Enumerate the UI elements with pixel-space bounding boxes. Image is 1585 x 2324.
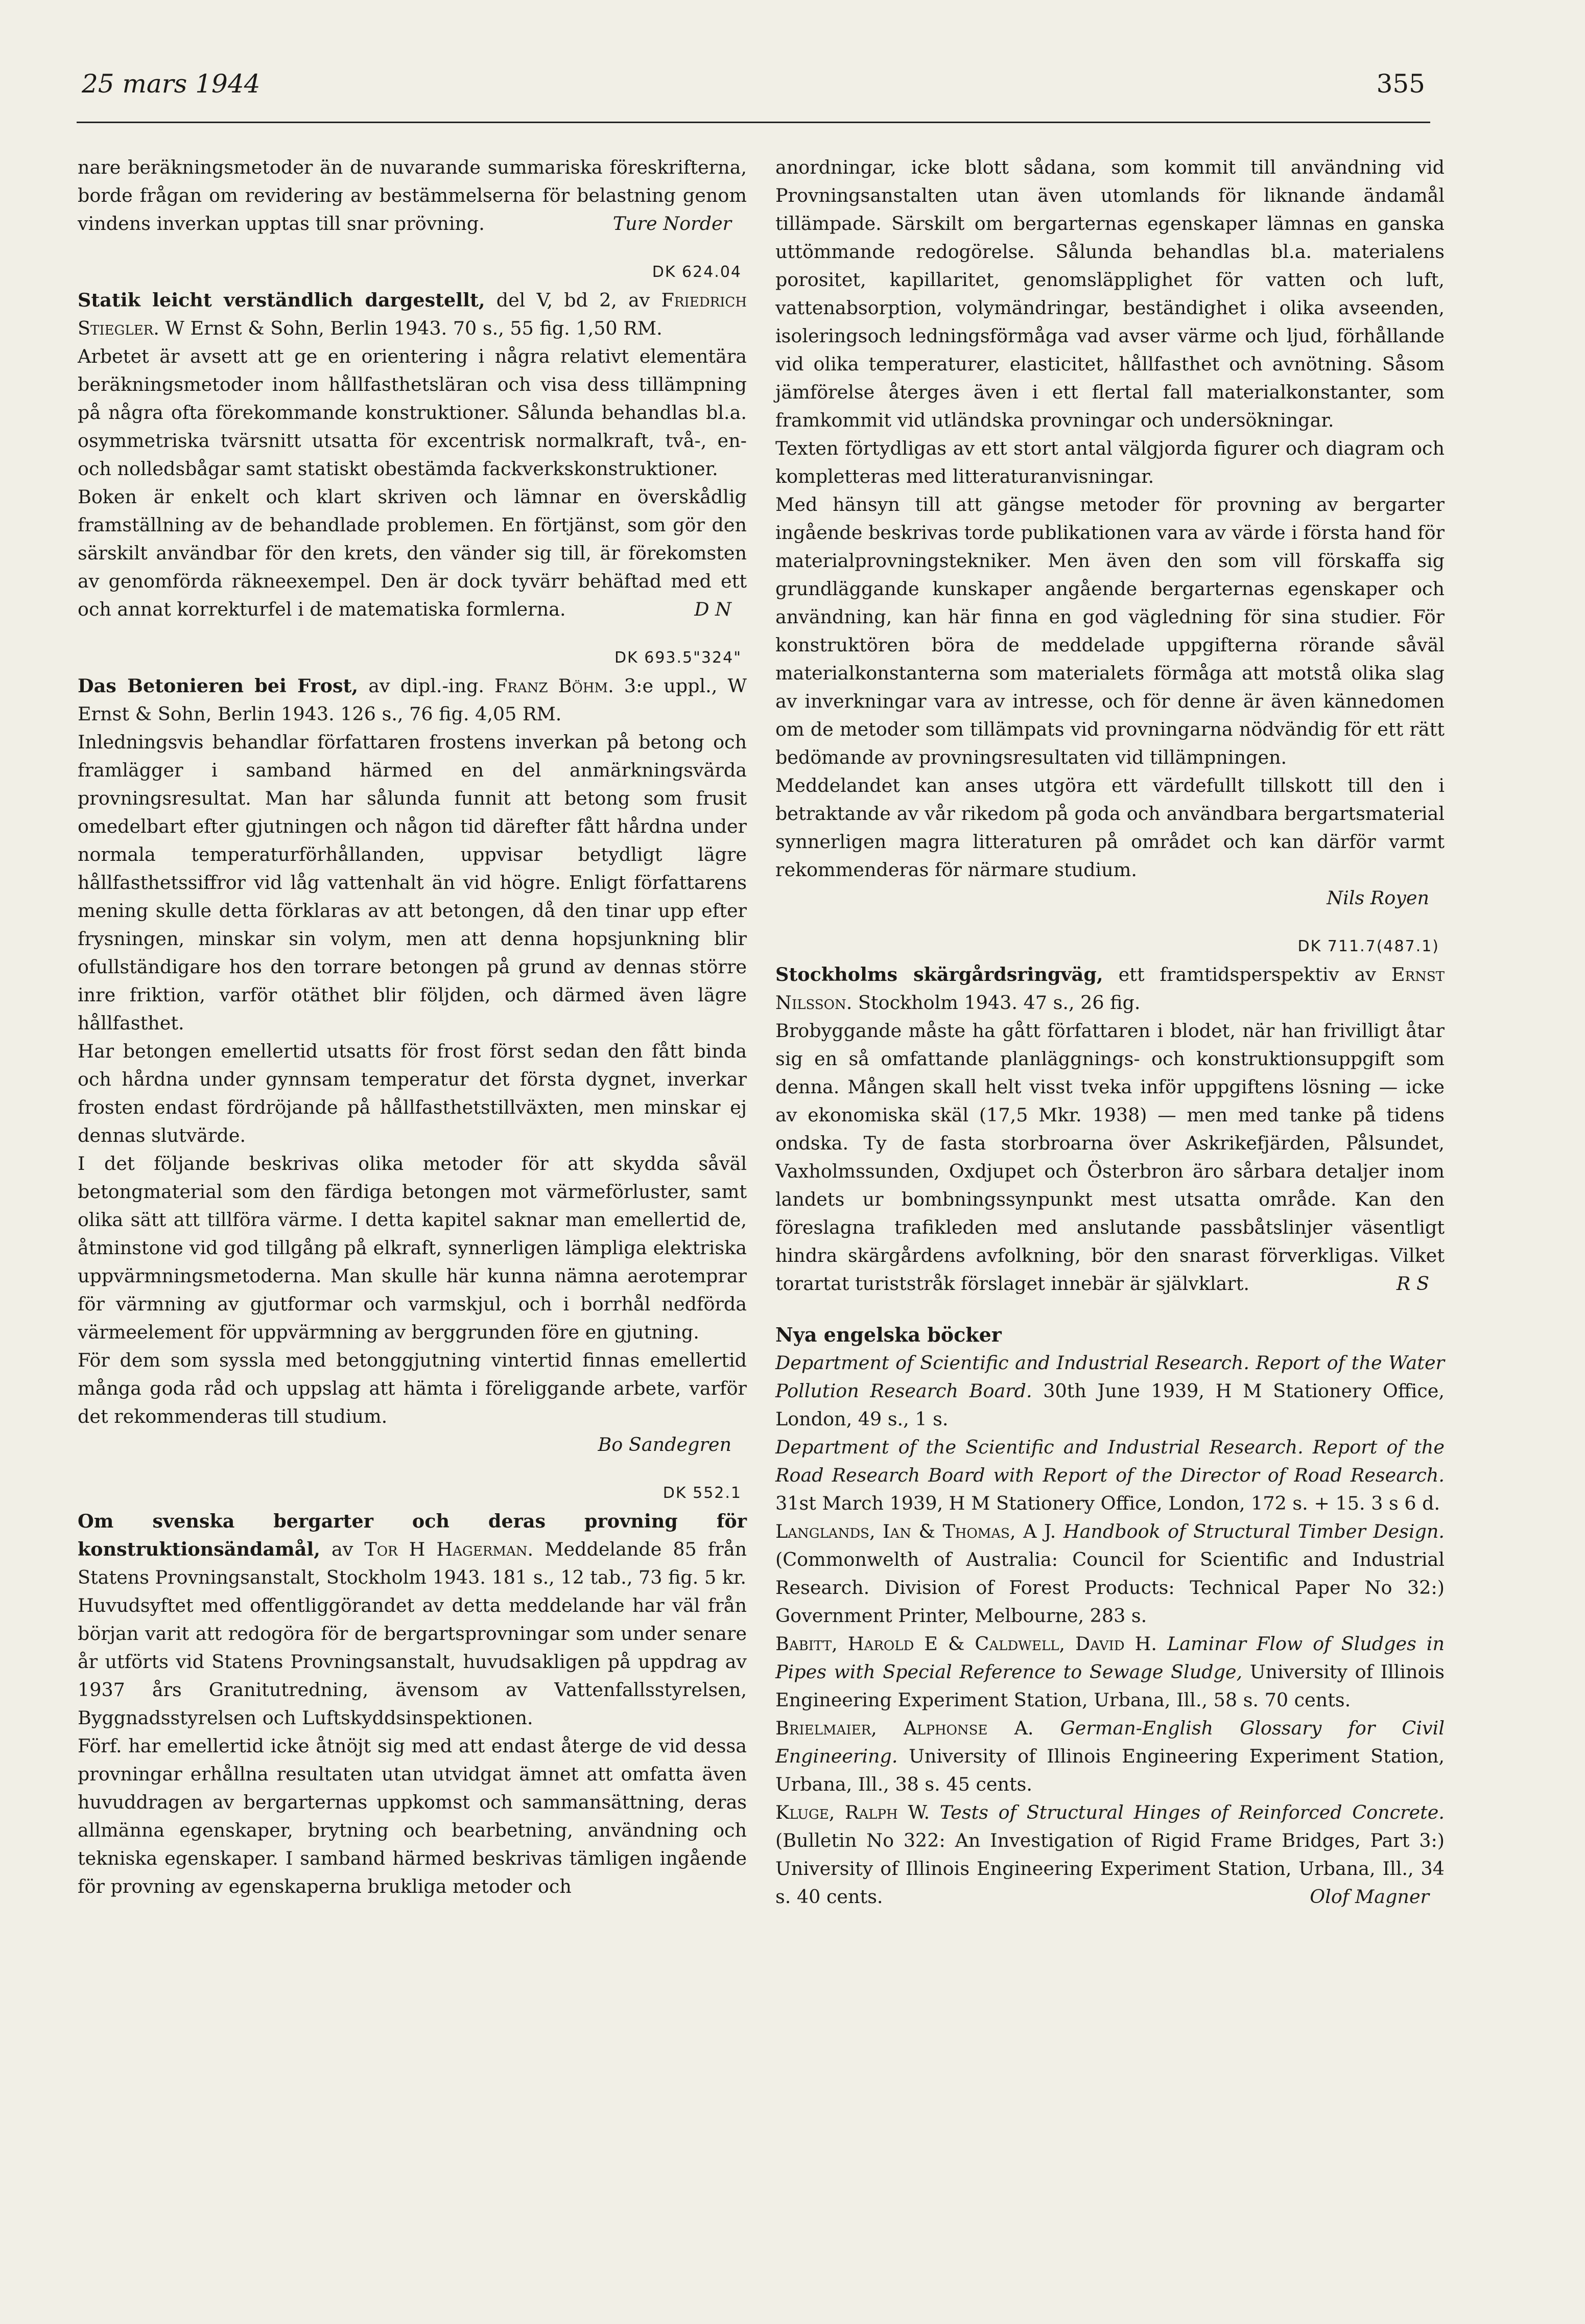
review-paragraph: Brobyggande måste ha gått författaren i blodet, när han frivilligt åtar sig en så omfattande planläggnings- och konstruktionsuppgift som denna. Mången skall helt visst tveka inför uppgiftens lösning — icke av ekonomiska skäl (17,5 Mkr. 1938) — men med tanke på tidens ondska. Ty de fasta storbroarna över Askrikefjärden, Pålsundet, Vaxholmssunden, Oxdjupet och Österbron äro sårbara detaljer inom landets ur bombningssynpunkt mest utsatta område. Kan den föreslagna trafikleden med anslutande passbåtslinjer väsentligt hindra skärgårdens avfolkning, bör den snarast förverkligas. Vilket torartat turiststråk förslaget innebär är självklart. R S xyxy=(775,1017,1445,1298)
right-column xyxy=(775,153,1445,1911)
book-author: Franz Böhm xyxy=(494,675,608,697)
review-paragraph: Inledningsvis behandlar författaren frostens inverkan på betong och framlägger i samband härmed en del anmärkningsvärda provningsresultat. Man har sålunda funnit att betong som frusit omedelbart efter gjutningen och någon tid därefter fått hårdna under normala temperaturförhållanden, uppvisar betydligt lägre hållfasthetssiffror vid låg vattenhalt än vid högre. Enligt författarens mening skulle detta förklaras av att betongen, då den tinar upp efter frysningen, minskar sin volym, men att denna hopsjunkning blir ofullständigare hos den torrare betongen på grund av dennas större inre friktion, varför otäthet blir följden, och därmed även lägre hållfasthet. xyxy=(78,731,747,1034)
book-list-item: Babitt, Harold E & Caldwell, David H. Laminar Flow of Sludges in Pipes with Special Reference to Sewage Sludge, University of Illinois Engineering Experiment Station, Urbana, Ill., 58 s. 70 cents. xyxy=(775,1633,1445,1711)
page-header xyxy=(82,69,1425,115)
reviewer-signature: Nils Royen xyxy=(1327,887,1429,909)
dk-classification: DK 711.7(487.1) xyxy=(1297,937,1439,955)
review-citation: Das Betonieren bei Frost, av dipl.-ing. Franz Böhm. 3:e uppl., W Ernst & Sohn, Berlin 1943. 126 s., 76 fig. 4,05 RM. xyxy=(78,675,747,725)
review-paragraph: anordningar, icke blott sådana, som kommit till användning vid Provningsanstalten utan även utomlands för liknande ändamål tillämpade. Särskilt om bergarternas egenskaper lämnas en ganska uttömmande redogörelse. Sålunda behandlas bl.a. materialens porositet, kapillaritet, genomsläpplighet för vatten och luft, vattenabsorption, volymändringar, beständighet i olika avseenden, isoleringsoch ledningsförmåga vad avser värme och ljud, förhållande vid olika temperaturer, elasticitet, hållfasthet och avnötning. Såsom jämförelse återges även i ett flertal fall materialkonstanter, som framkommit vid utländska provningar och undersökningar. xyxy=(775,156,1445,431)
review-citation: Statik leicht verständlich dargestellt, del V, bd 2, av Friedrich Stiegler. W Ernst & Sohn, Berlin 1943. 70 s., 55 fig. 1,50 RM. xyxy=(78,289,747,339)
book-author: Ernst Nilsson xyxy=(775,964,1445,1014)
review-paragraph: För dem som syssla med betonggjutning vintertid finnas emellertid många goda råd och uppslag att hämta i föreliggande arbete, varför det rekommenderas till studium. xyxy=(78,1349,747,1427)
review-paragraph: I det följande beskrivas olika metoder för att skydda såväl betongmaterial som den färdiga betongen mot värmeförluster, samt olika sätt att tillföra värme. I detta kapitel saknar man emellertid de, åtminstone vid god tillgång på elkraft, synnerligen lämpliga elektriska uppvärmningsmetoderna. Man skulle här kunna nämna aerotemprar för värmning av gjutformar och varmskjul, och i borrhål nedförda värmeelement för uppvärmning av berggrunden före en gjutning. xyxy=(78,1153,747,1343)
book-title: Om svenska bergarter och deras provning för konstruktionsändamål, xyxy=(78,1510,747,1560)
review-paragraph: Förf. har emellertid icke åtnöjt sig med att endast återge de vid dessa provningar erhållna resultaten utan utvidgat ämnet att omfatta även huvuddragen av bergarternas uppkomst och sammansättning, deras allmänna egenskaper, brytning och bearbetning, användning och tekniska egenskaper. I samband härmed beskrivas tämligen ingående för provning av egenskaperna brukliga metoder och xyxy=(78,1735,747,1897)
book-title: Statik leicht verständlich dargestellt, xyxy=(78,289,485,311)
header-rule xyxy=(77,122,1430,123)
left-column xyxy=(78,153,747,1900)
reviewer-signature: Bo Sandegren xyxy=(598,1434,731,1456)
review-paragraph: Har betongen emellertid utsatts för frost först sedan den fått binda och hårdna under gynnsam temperatur det första dygnet, inverkar frosten endast fördröjande på hållfasthetstillväxten, men minskar ej dennas slutvärde. xyxy=(78,1040,747,1146)
review-paragraph: Boken är enkelt och klart skriven och lämnar en överskådlig framställning av de behandlade problemen. En förtjänst, som gör den särskilt användbar för den krets, den vänder sig till, är förekomsten av genomförda räkneexempel. Den är dock tyvärr behäftad med ett och annat korrekturfel i de matematiska formlerna. D N xyxy=(78,483,747,623)
reviewer-signature: D N xyxy=(694,598,731,620)
book-title: Das Betonieren bei Frost, xyxy=(78,675,359,697)
book-title: Stockholms skärgårdsringväg, xyxy=(775,964,1103,985)
book-list-item: Brielmaier, Alphonse A. German-English Glossary for Civil Engineering. University of Illinois Engineering Experiment Station, Urbana, Ill., 38 s. 45 cents. xyxy=(775,1717,1445,1795)
book-author: Friedrich Stiegler xyxy=(78,289,747,339)
review-citation: Stockholms skärgårdsringväg, ett framtidsperspektiv av Ernst Nilsson. Stockholm 1943. 47 s., 26 fig. xyxy=(775,964,1445,1014)
reviewer-signature: R S xyxy=(1396,1273,1429,1295)
review-paragraph: Huvudsyftet med offentliggörandet av detta meddelande har väl från början varit att redogöra för de bergartsprovningar som under senare år utförts vid Statens Provningsanstalt, huvudsakligen på uppdrag av 1937 års Granitutredning, ävensom av Vattenfallsstyrelsen, Byggnadsstyrelsen och Luftskyddsinspektionen. xyxy=(78,1594,747,1729)
review-paragraph: Meddelandet kan anses utgöra ett värdefullt tillskott till den i betraktande av vår rikedom på goda och användbara bergartsmaterial synnerligen magra litteraturen på området och kan därför varmt rekommenderas för närmare studium. xyxy=(775,774,1445,881)
reviewer-signature: Ture Norder xyxy=(612,213,731,234)
dk-classification: DK 624.04 xyxy=(652,263,742,281)
book-list-item: Kluge, Ralph W. Tests of Structural Hinges of Reinforced Concrete. (Bulletin No 322: An Investigation of Rigid Frame Bridges, Part 3:) University of Illinois Engineering Experiment Station, Urbana, Ill., 34 s. 40 cents. Olof Magner xyxy=(775,1798,1445,1911)
intro-paragraph: nare beräkningsmetoder än de nuvarande summariska föreskrifterna, borde frågan om revidering av bestämmelserna för belastning genom vindens inverkan upptas till snar prövning. Ture Norder xyxy=(78,153,747,238)
book-list-item: Langlands, Ian & Thomas, A J. Handbook of Structural Timber Design. (Commonwelth of Australia: Council for Scientific and Industrial Research. Division of Forest Products: Technical Paper No 32:) Government Printer, Melbourne, 283 s. xyxy=(775,1520,1445,1627)
review-paragraph: Med hänsyn till att gängse metoder för provning av bergarter ingående beskrivas torde publikationen vara av värde i första hand för materialprovningstekniker. Men även den som vill förskaffa sig grundläggande kunskaper angående bergarternas egenskaper och användning, kan här finna en god vägledning för sina studier. För konstruktören böra de meddelade uppgifterna rörande såväl materialkonstanterna som materialets förmåga att motstå olika slag av inverkningar vara av intresse, och för denne är även kännedomen om de metoder som tillämpats vid provningarna nödvändig för ett rätt bedömande av provningsresultaten vid tillämpningen. xyxy=(775,494,1445,768)
page-number: 355 xyxy=(1376,69,1425,99)
reviewer-signature: Olof Magner xyxy=(1310,1886,1429,1908)
review-paragraph: Arbetet är avsett att ge en orientering i några relativt elementära beräkningsmetoder inom hållfasthetsläran och visa dess tillämpning på några ofta förekommande konstruktioner. Sålunda behandlas bl.a. osymmetriska tvärsnitt utsatta för excentrisk normalkraft, två-, en- och nolledsbågar samt statiskt obestämda fackverkskonstruktioner. xyxy=(78,345,747,480)
book-list-item: Department of Scientific and Industrial Research. Report of the Water Pollution Research Board. 30th June 1939, H M Stationery Office, London, 49 s., 1 s. xyxy=(775,1352,1445,1430)
review-citation: Om svenska bergarter och deras provning för konstruktionsändamål, av Tor H Hagerman. Meddelande 85 från Statens Provningsanstalt, Stockholm 1943. 181 s., 12 tab., 73 fig. 5 kr. xyxy=(78,1510,747,1588)
dk-classification: DK 552.1 xyxy=(663,1484,742,1502)
book-author: Tor H Hagerman xyxy=(364,1538,528,1560)
dk-classification: DK 693.5"324" xyxy=(614,649,742,667)
book-list-item: Department of the Scientific and Industrial Research. Report of the Road Research Board with Report of the Director of Road Research. 31st March 1939, H M Stationery Office, London, 172 s. + 15. 3 s 6 d. xyxy=(775,1436,1445,1514)
review-paragraph: Texten förtydligas av ett stort antal välgjorda figurer och diagram och kompletteras med litteraturanvisningar. xyxy=(775,437,1445,487)
issue-date: 25 mars 1944 xyxy=(82,69,261,99)
section-heading: Nya engelska böcker xyxy=(775,1323,1002,1346)
